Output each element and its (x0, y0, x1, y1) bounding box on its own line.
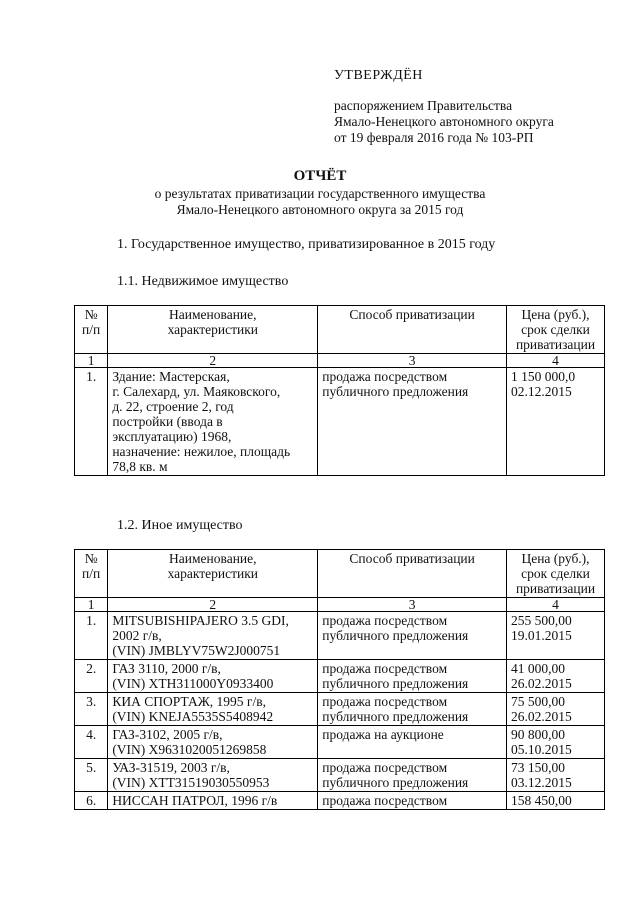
row-price-line: 05.10.2015 (511, 742, 572, 757)
row-method-line: продажа посредством (322, 661, 448, 676)
realty-table (74, 305, 605, 476)
report-title: ОТЧЁТ (293, 168, 347, 184)
row-method-line: продажа на аукционе (322, 727, 444, 742)
row-price-line: 158 450,00 (511, 793, 572, 808)
row-name-line: (VIN) KNEJA5535S5408942 (112, 709, 274, 724)
report-subtitle-line: Ямало-Ненецкого автономного округа за 2015 год (176, 202, 464, 217)
row-name (108, 759, 318, 792)
report-title-block (0, 168, 640, 218)
table-header-row (75, 306, 605, 354)
row-method-line: публичного предложения (322, 384, 469, 399)
row-name (108, 612, 318, 660)
row-method (318, 612, 507, 660)
row-method-line: продажа посредством (322, 369, 448, 384)
row-price-line: 75 500,00 (511, 694, 566, 709)
row-name-line: УАЗ-31519, 2003 г/в, (112, 760, 230, 775)
header-num: № п/п (75, 550, 108, 598)
col-number: 4 (507, 354, 605, 368)
approval-line: распоряжением Правительства (334, 98, 513, 113)
row-method-line: публичного предложения (322, 628, 469, 643)
row-name-line: MITSUBISHIPAJERO 3.5 GDI, (112, 613, 289, 628)
table-row (75, 759, 605, 792)
header-num: № п/п (75, 306, 108, 354)
row-name-line: КИА СПОРТАЖ, 1995 г/в, (112, 694, 266, 709)
row-price (507, 792, 605, 810)
row-method-line: публичного предложения (322, 775, 469, 790)
row-price-line: 03.12.2015 (511, 775, 572, 790)
row-number: 1. (75, 368, 108, 476)
row-name (108, 660, 318, 693)
other-property-table (74, 549, 605, 810)
approval-line: от 19 февраля 2016 года № 103-РП (334, 130, 534, 145)
row-price-line: 73 150,00 (511, 760, 566, 775)
row-method (318, 792, 507, 810)
col-number: 3 (318, 598, 507, 612)
header-method: Способ приватизации (318, 550, 507, 598)
row-price-line: 41 000,00 (511, 661, 566, 676)
col-number: 2 (108, 598, 318, 612)
row-number: 3. (75, 693, 108, 726)
row-method (318, 726, 507, 759)
row-name-line: ГАЗ-3102, 2005 г/в, (112, 727, 223, 742)
table-row (75, 693, 605, 726)
row-name-line: ГАЗ 3110, 2000 г/в, (112, 661, 221, 676)
row-price-line: 26.02.2015 (511, 676, 572, 691)
row-name (108, 693, 318, 726)
header-price: Цена (руб.), срок сделки приватизации (507, 306, 605, 354)
row-method-line: продажа посредством (322, 613, 448, 628)
row-number: 5. (75, 759, 108, 792)
row-number: 6. (75, 792, 108, 810)
table-row (75, 612, 605, 660)
header-name: Наименование, характеристики (108, 550, 318, 598)
row-method (318, 693, 507, 726)
row-name-line: Здание: Мастерская, (112, 369, 230, 384)
row-name (108, 726, 318, 759)
row-name-line: 2002 г/в, (112, 628, 162, 643)
row-method (318, 368, 507, 476)
row-price-line: 02.12.2015 (511, 384, 572, 399)
column-number-row (75, 598, 605, 612)
row-name-line: 78,8 кв. м (112, 459, 168, 474)
approval-line: Ямало-Ненецкого автономного округа (334, 114, 554, 129)
row-method-line: публичного предложения (322, 676, 469, 691)
row-name-line: (VIN) X9631020051269858 (112, 742, 267, 757)
row-name-line: г. Салехард, ул. Маяковского, (112, 384, 281, 399)
table-row (75, 660, 605, 693)
header-price: Цена (руб.), срок сделки приватизации (507, 550, 605, 598)
header-method: Способ приватизации (318, 306, 507, 354)
row-method (318, 759, 507, 792)
row-name (108, 792, 318, 810)
table-row (75, 792, 605, 810)
table-row (75, 368, 605, 476)
row-name-line: (VIN) JMBLYV75W2J000751 (112, 643, 281, 658)
row-price-line: 255 500,00 (511, 613, 572, 628)
row-price-line: 90 800,00 (511, 727, 566, 742)
table-row (75, 726, 605, 759)
col-number: 4 (507, 598, 605, 612)
col-number: 3 (318, 354, 507, 368)
row-number: 1. (75, 612, 108, 660)
row-name-line: НИССАН ПАТРОЛ, 1996 г/в (112, 793, 278, 808)
col-number: 1 (75, 598, 108, 612)
row-name (108, 368, 318, 476)
col-number: 1 (75, 354, 108, 368)
row-price (507, 759, 605, 792)
row-number: 2. (75, 660, 108, 693)
section-heading-1-1: 1.1. Недвижимое имущество (117, 274, 289, 289)
row-number: 4. (75, 726, 108, 759)
row-name-line: (VIN) XTH311000Y0933400 (112, 676, 274, 691)
row-price-line: 19.01.2015 (511, 628, 572, 643)
section-heading-1-2: 1.2. Иное имущество (117, 518, 243, 533)
row-price (507, 726, 605, 759)
section-heading-1: 1. Государственное имущество, приватизированное в 2015 году (117, 237, 496, 252)
table-header-row (75, 550, 605, 598)
col-number: 2 (108, 354, 318, 368)
row-price-line: 26.02.2015 (511, 709, 572, 724)
approval-block (334, 68, 554, 146)
row-method-line: публичного предложения (322, 709, 469, 724)
row-name-line: д. 22, строение 2, год (112, 399, 234, 414)
approval-heading: УТВЕРЖДЁН (334, 68, 423, 83)
row-price (507, 660, 605, 693)
row-name-line: назначение: нежилое, площадь (112, 444, 291, 459)
row-method-line: продажа посредством (322, 793, 448, 808)
row-method-line: продажа посредством (322, 760, 448, 775)
column-number-row (75, 354, 605, 368)
row-method (318, 660, 507, 693)
row-method-line: продажа посредством (322, 694, 448, 709)
row-name-line: эксплуатацию) 1968, (112, 429, 232, 444)
report-subtitle-line: о результатах приватизации государственного имущества (154, 186, 486, 201)
row-price (507, 612, 605, 660)
header-name: Наименование, характеристики (108, 306, 318, 354)
row-price (507, 693, 605, 726)
row-name-line: (VIN) XTT31519030550953 (112, 775, 270, 790)
row-price (507, 368, 605, 476)
row-name-line: постройки (ввода в (112, 414, 223, 429)
row-price-line: 1 150 000,0 (511, 369, 576, 384)
